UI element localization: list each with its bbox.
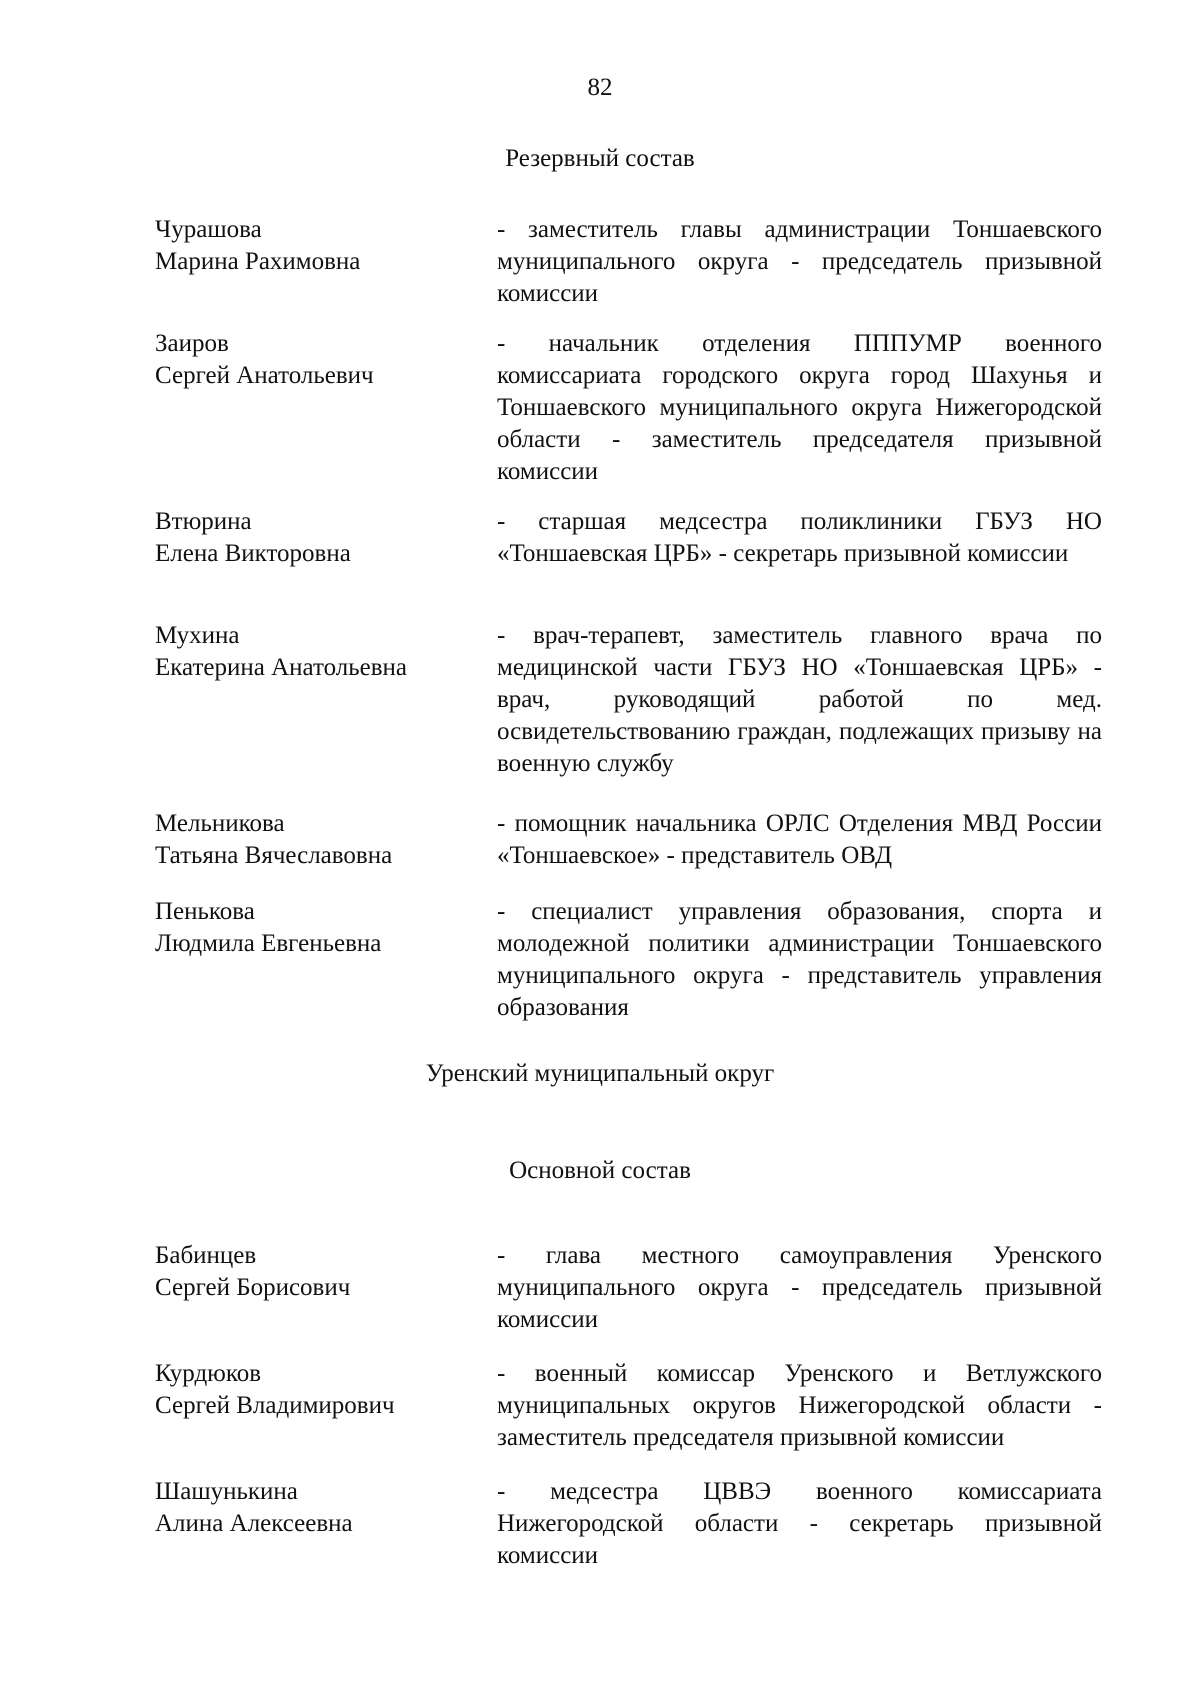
member-given-names: Алина Алексеевна [155,1510,353,1537]
section-heading-main: Основной состав [509,1157,691,1184]
member-given-names: Сергей Владимирович [155,1392,395,1419]
member-role: - помощник начальника ОРЛС Отделения МВД России «Тоншаевское» - представитель ОВД [497,810,1102,869]
member-given-names: Елена Викторовна [155,540,351,567]
member-given-names: Сергей Борисович [155,1274,351,1301]
member-name [155,620,475,684]
member-given-names: Марина Рахимовна [155,248,361,275]
member-role: - старшая медсестра поликлиники ГБУЗ НО «Тоншаевская ЦРБ» - секретарь призывной комиссии [497,508,1102,567]
member-name [155,214,475,278]
member-surname: Мельникова [155,810,285,837]
member-name [155,808,475,872]
member-name [155,896,475,960]
member-role: - медсестра ЦВВЭ военного комиссариата Нижегородской области - секретарь призывной комиссии [497,1478,1102,1569]
member-role: - специалист управления образования, спорта и молодежной политики администрации Тоншаевского муниципального округа - представитель управления образования [497,898,1102,1021]
member-role: - военный комиссар Уренского и Ветлужского муниципальных округов Нижегородской области - заместитель председателя призывной комиссии [497,1360,1102,1451]
member-surname: Шашунькина [155,1478,298,1505]
member-role: - врач-терапевт, заместитель главного врача по медицинской части ГБУЗ НО «Тоншаевская ЦРБ» - врач, руководящий работой по мед. освидетельствованию граждан, подлежащих призыву на военную службу [497,622,1102,777]
member-name [155,1358,475,1422]
member-given-names: Сергей Анатольевич [155,362,374,389]
member-surname: Бабинцев [155,1242,257,1269]
member-surname: Заиров [155,330,229,357]
member-role: - начальник отделения ПППУМР военного комиссариата городского округа город Шахунья и Тоншаевского муниципального округа Нижегородской области - заместитель председателя призывной комиссии [497,330,1102,485]
member-name [155,506,475,570]
member-surname: Мухина [155,622,240,649]
member-name [155,328,475,392]
member-role: - глава местного самоуправления Уренского муниципального округа - председатель призывной комиссии [497,1242,1102,1333]
member-surname: Чурашова [155,216,262,243]
member-surname: Пенькова [155,898,255,925]
member-role: - заместитель главы администрации Тоншаевского муниципального округа - председатель призывной комиссии [497,216,1102,307]
district-heading: Уренский муниципальный округ [425,1060,775,1087]
member-given-names: Екатерина Анатольевна [155,654,408,681]
member-surname: Курдюков [155,1360,262,1387]
member-surname: Втюрина [155,508,252,535]
page-number: 82 [587,74,613,101]
member-name [155,1240,475,1304]
member-name [155,1476,475,1540]
member-given-names: Татьяна Вячеславовна [155,842,393,869]
member-given-names: Людмила Евгеньевна [155,930,382,957]
section-heading-reserve: Резервный состав [505,145,695,172]
